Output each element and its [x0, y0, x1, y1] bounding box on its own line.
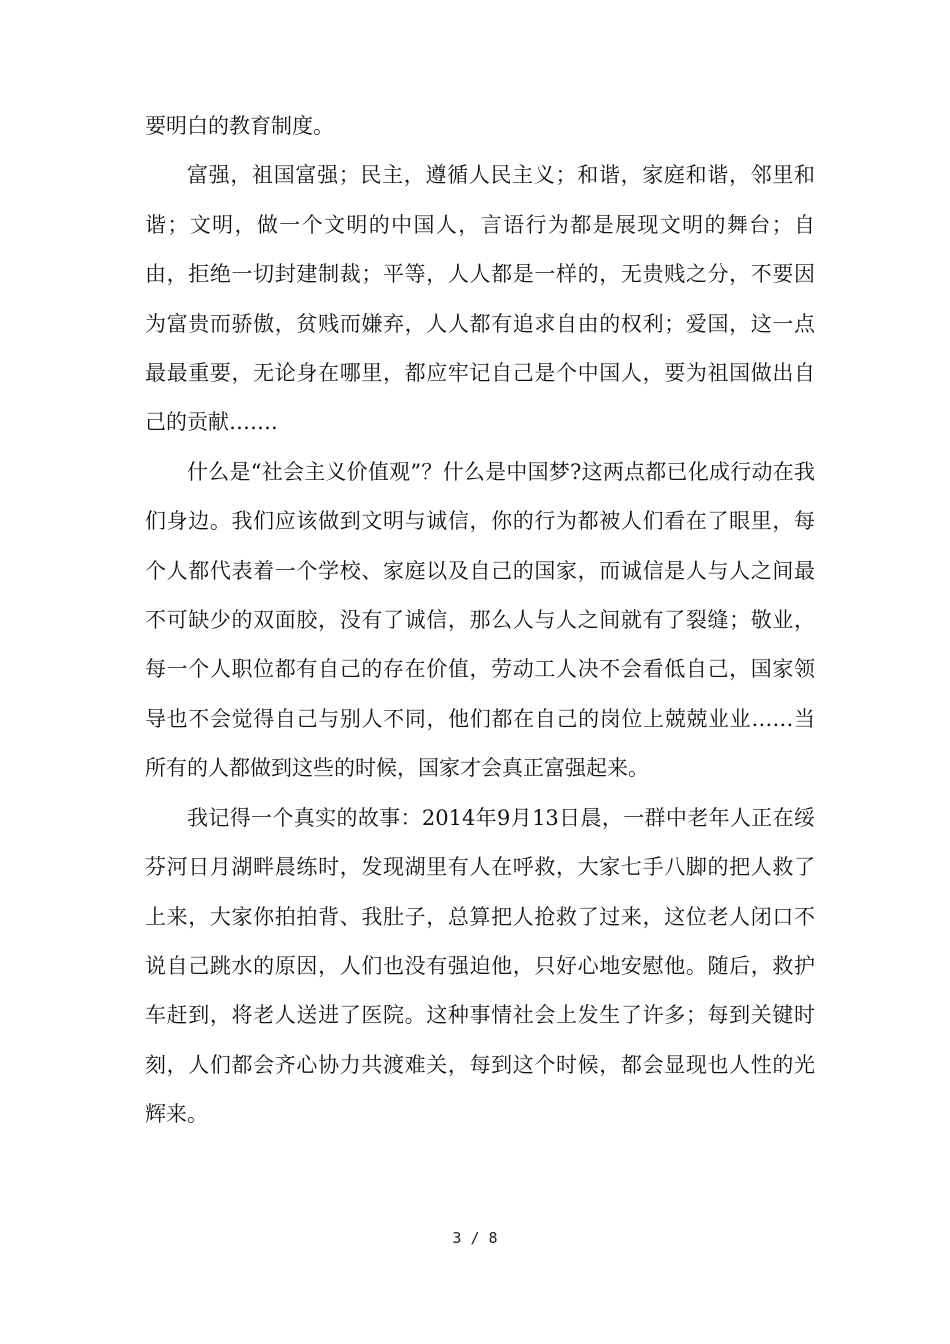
paragraph: 什么是“社会主义价值观”？什么是中国梦?这两点都已化成行动在我们身边。我们应该做到文明与诚信，你的行为都被人们看在了眼里，每个人都代表着一个学校、家庭以及自己的国家，而诚信是人与人之间最不可缺少的双面胶，没有了诚信，那么人与人之间就有了裂缝；敬业，每一个人职位都有自己的存在价值，劳动工人决不会看低自己，国家领导也不会觉得自己与别人不同，他们都在自己的岗位上兢兢业业……当所有的人都做到这些的时候，国家才会真正富强起来。: [145, 459, 815, 781]
page-number: 3 / 8: [452, 1229, 498, 1247]
paragraph: 要明白的教育制度。: [145, 114, 334, 138]
paragraph: 我记得一个真实的故事：2014年9月13日晨，一群中老年人正在绥芬河日月湖畔晨练时，发现湖里有人在呼救，大家七手八脚的把人救了上来，大家你拍拍背、我肚子，总算把人抢救了过来，这位老人闭口不说自己跳水的原因，人们也没有强迫他，只好心地安慰他。随后，救护车赶到，将老人送进了医院。这种事情社会上发生了许多；每到关键时刻，人们都会齐心协力共渡难关，每到这个时候，都会显现也人性的光辉来。: [145, 805, 815, 1127]
document-body: [145, 102, 815, 1140]
paragraph: 富强，祖国富强；民主，遵循人民主义；和谐，家庭和谐，邻里和谐；文明，做一个文明的中国人，言语行为都是展现文明的舞台；自由，拒绝一切封建制裁；平等，人人都是一样的，无贵贱之分，不要因为富贵而骄傲，贫贱而嫌弃，人人都有追求自由的权利；爱国，这一点最最重要，无论身在哪里，都应牢记自己是个中国人，要为祖国做出自己的贡献…….: [145, 163, 815, 435]
